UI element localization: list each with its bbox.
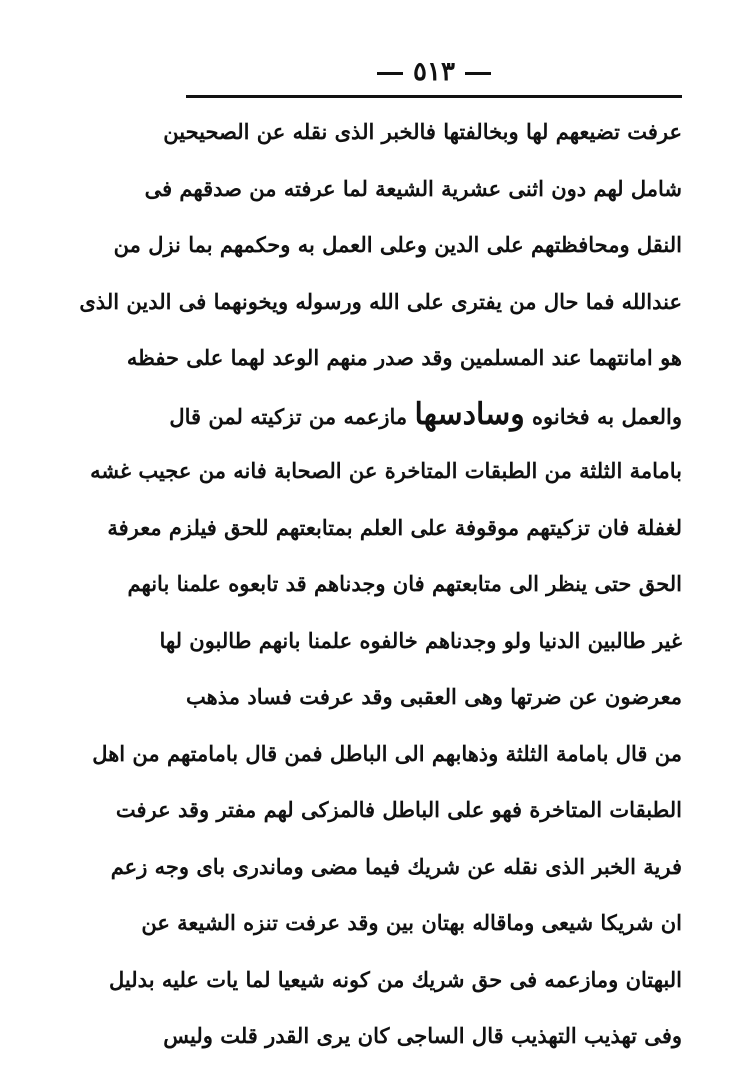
text-line: البهتان ومازعمه فى حق شريك من كونه شيعيا لما يات عليه بدليل bbox=[109, 966, 682, 992]
text-line: معرضون عن ضرتها وهى العقبى وقد عرفت فساد مذهب bbox=[186, 684, 682, 709]
page-header bbox=[186, 56, 682, 88]
header-rule bbox=[186, 95, 682, 98]
text-line: وفى تهذيب التهذيب قال الساجى كان يرى القدر قلت وليس bbox=[163, 1023, 682, 1048]
header-dash-right bbox=[465, 72, 491, 75]
text-line: بامامة الثلثة من الطبقات المتاخرة عن الصحابة فانه من عجيب غشه bbox=[90, 458, 682, 483]
text-line: هو امانتهما عند المسلمين وقد صدر منهم الوعد لهما على حفظه bbox=[126, 345, 682, 370]
text-line: من قال بامامة الثلثة وذهابهم الى الباطل فمن قال بامامتهم من اهل bbox=[92, 740, 682, 766]
text-line: شامل لهم دون اثنى عشرية الشيعة لما عرفته من صدقهم فى bbox=[144, 175, 682, 201]
text-line: الحق حتى ينظر الى متابعتهم فان وجدناهم قد تابعوه علمنا بانهم bbox=[127, 571, 682, 596]
body-text bbox=[79, 104, 682, 1065]
text-line: لغفلة فان تزكيتهم موقوفة على العلم بمتابعتهم للحق فيلزم معرفة bbox=[107, 514, 682, 540]
header-dash-left bbox=[377, 72, 403, 75]
text-line: ان شريكا شيعى وماقاله بهتان بين وقد عرفت تنزه الشيعة عن bbox=[141, 910, 682, 935]
text-line: غير طالبين الدنيا ولو وجدناهم خالفوه علمنا بانهم طالبون لها bbox=[159, 627, 682, 653]
text-line: الطبقات المتاخرة فهو على الباطل فالمزكى لهم مفتر وقد عرفت bbox=[115, 797, 682, 822]
text-line: النقل ومحافظتهم على الدين وعلى العمل به وحكمهم بما نزل من bbox=[113, 232, 682, 257]
text-line bbox=[169, 387, 682, 444]
text-line-start: والعمل به فخانوه bbox=[524, 403, 682, 429]
text-line: عندالله فما حال من يفترى على الله ورسوله ويخونهما فى الدين الذى bbox=[79, 288, 682, 314]
section-heading: وسادسها bbox=[414, 396, 525, 432]
text-line: عرفت تضيعهم لها وبخالفتها فالخبر الذى نقله عن الصحيحين bbox=[163, 119, 682, 144]
page-number: ٥١٣ bbox=[413, 57, 455, 87]
text-line-end: مازعمه من تزكيته لمن قال bbox=[169, 403, 415, 429]
text-line: فرية الخبر الذى نقله عن شريك فيما مضى وماندرى باى وجه زعم bbox=[110, 853, 682, 879]
